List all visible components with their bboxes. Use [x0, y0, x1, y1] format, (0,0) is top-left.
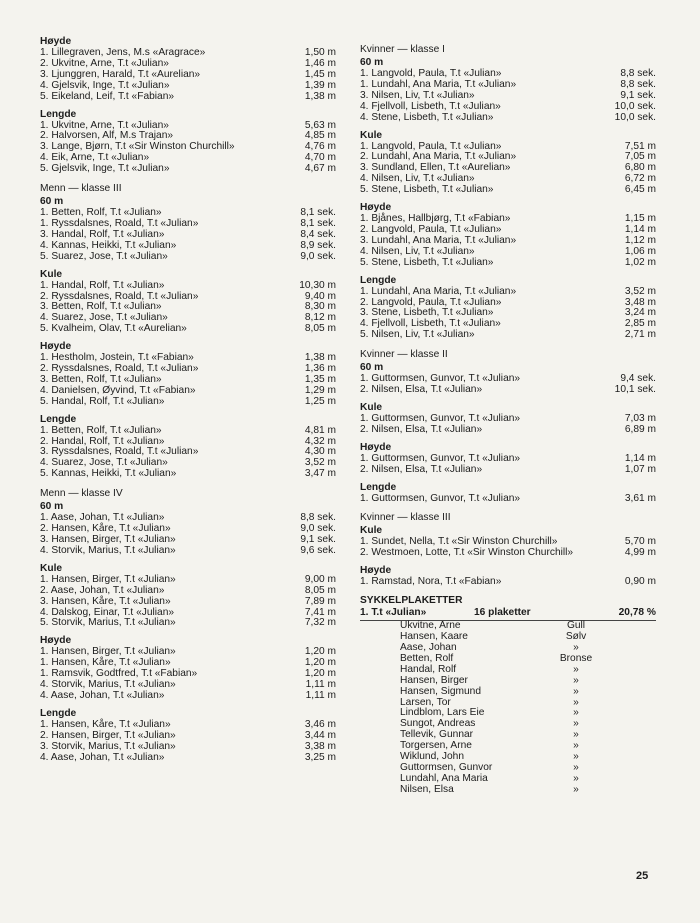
page-number: 25 — [636, 870, 649, 882]
result-name: 2. Handal, Rolf, T.t «Julian» — [40, 435, 165, 447]
result-row — [360, 330, 656, 341]
result-value: 4,81 m — [304, 424, 336, 436]
result-value: 3,52 m — [304, 457, 336, 469]
result-value: 7,51 m — [624, 140, 656, 152]
result-value: 3,47 m — [304, 468, 336, 480]
result-name: 1. Betten, Rolf, T.t «Julian» — [40, 207, 162, 219]
result-name: 1. Sundet, Nella, T.t «Sir Winston Churchill» — [360, 536, 558, 548]
section-title: Menn — klasse III — [40, 183, 122, 195]
result-value: 10,0 sek. — [614, 100, 656, 112]
event-heading: Lengde — [40, 108, 77, 120]
result-row — [360, 425, 656, 436]
result-name: 5. Nilsen, Liv, T.t «Julian» — [360, 329, 475, 341]
result-name: 1. Ukvitne, Arne, T.t «Julian» — [40, 119, 169, 131]
result-row — [40, 81, 336, 92]
result-row — [40, 324, 336, 335]
result-name: 4. Gjelsvik, Inge, T.t «Julian» — [40, 79, 170, 91]
plakett-name: Hansen, Sigmund — [400, 685, 481, 697]
result-value: 0,90 m — [624, 576, 656, 588]
result-name: 4. Storvik, Marius, T.t «Julian» — [40, 544, 176, 556]
plakett-name: Hansen, Birger — [400, 674, 468, 686]
result-value: 8,4 sek. — [300, 228, 336, 240]
result-name: 3. Lundahl, Ana Maria, T.t «Julian» — [360, 234, 517, 246]
event-heading: Høyde — [40, 635, 72, 647]
result-row — [40, 546, 336, 557]
result-value: 2,85 m — [624, 318, 656, 330]
plakett-medal: » — [573, 663, 579, 675]
result-value: 9,6 sek. — [300, 544, 336, 556]
result-value: 9,40 m — [304, 290, 336, 302]
result-value: 9,00 m — [304, 573, 336, 585]
result-name: 4. Aase, Johan, T.t «Julian» — [40, 689, 165, 701]
result-name: 1. Guttormsen, Gunvor, T.t «Julian» — [360, 452, 521, 464]
result-value: 9,1 sek. — [620, 89, 656, 101]
plakett-medal: » — [573, 740, 579, 752]
result-name: 4. Dalskog, Einar, T.t «Julian» — [40, 606, 175, 618]
event-heading: Kule — [40, 562, 63, 574]
result-value: 5,70 m — [624, 536, 656, 548]
result-row — [360, 113, 656, 124]
result-name: 3. Storvik, Marius, T.t «Julian» — [40, 740, 176, 752]
result-row — [40, 397, 336, 408]
result-name: 1. Handal, Rolf, T.t «Julian» — [40, 279, 165, 291]
result-value: 3,25 m — [304, 751, 336, 763]
event-heading: Høyde — [40, 341, 72, 353]
plakett-medal: » — [573, 751, 579, 763]
plakett-name: Betten, Rolf — [400, 652, 454, 664]
event-heading: Kule — [360, 401, 383, 413]
event-heading: Kule — [360, 129, 383, 141]
result-value: 8,9 sek. — [300, 239, 336, 251]
result-value: 6,72 m — [624, 173, 656, 185]
result-value: 7,32 m — [304, 617, 336, 629]
plaketter-count: 16 plaketter — [474, 607, 531, 619]
plakett-name: Handal, Rolf — [400, 663, 457, 675]
result-value: 4,99 m — [624, 547, 656, 559]
result-value: 1,15 m — [624, 213, 656, 225]
result-value: 8,8 sek. — [620, 68, 656, 79]
plakett-name: Guttormsen, Gunvor — [400, 761, 493, 773]
result-name: 1. Guttormsen, Gunvor, T.t «Julian» — [360, 492, 521, 504]
result-row — [40, 597, 336, 608]
result-value: 4,70 m — [304, 152, 336, 164]
result-name: 1. Guttormsen, Gunvor, T.t «Julian» — [360, 412, 521, 424]
result-name: 5. Kvalheim, Olav, T.t «Aurelian» — [40, 323, 187, 335]
event-heading: Kule — [360, 525, 383, 537]
result-name: 4. Danielsen, Øyvind, T.t «Fabian» — [40, 384, 196, 396]
result-value: 4,30 m — [304, 446, 336, 458]
result-value: 1,45 m — [304, 68, 336, 80]
result-value: 8,1 sek. — [300, 207, 336, 219]
result-name: 5. Stene, Lisbeth, T.t «Julian» — [360, 184, 494, 196]
result-value: 1,29 m — [304, 384, 336, 396]
result-value: 3,24 m — [624, 307, 656, 319]
result-value: 1,39 m — [304, 79, 336, 91]
result-value: 9,0 sek. — [300, 250, 336, 262]
right-column — [360, 36, 656, 796]
plakett-medal: » — [573, 729, 579, 741]
plakett-medal: » — [573, 696, 579, 708]
result-row — [360, 465, 656, 476]
result-name: 3. Lange, Bjørn, T.t «Sir Winston Churchill» — [40, 141, 235, 153]
result-value: 1,02 m — [624, 256, 656, 268]
event-heading: Høyde — [360, 565, 392, 577]
result-row — [360, 102, 656, 113]
result-name: 4. Suarez, Jose, T.t «Julian» — [40, 457, 168, 469]
result-name: 2. Langvold, Paula, T.t «Julian» — [360, 296, 502, 308]
result-value: 9,0 sek. — [300, 523, 336, 535]
plaketter-list — [360, 621, 656, 796]
result-value: 6,80 m — [624, 162, 656, 174]
plakett-medal: Sølv — [565, 631, 587, 643]
event-heading: Lengde — [40, 707, 77, 719]
result-name: 5. Storvik, Marius, T.t «Julian» — [40, 617, 176, 629]
plaketter-block — [360, 595, 656, 796]
result-name: 3. Ryssdalsnes, Roald, T.t «Julian» — [40, 446, 199, 458]
section-title: Menn — klasse IV — [40, 488, 123, 500]
result-value: 1,06 m — [624, 245, 656, 257]
plakett-medal: » — [573, 674, 579, 686]
plaketter-percent: 20,78 % — [618, 607, 656, 619]
result-name: 1. Hansen, Birger, T.t «Julian» — [40, 646, 176, 658]
result-value: 1,07 m — [624, 463, 656, 475]
result-row — [360, 577, 656, 588]
result-value: 1,20 m — [304, 657, 336, 669]
event-heading: Kule — [40, 268, 63, 280]
result-row — [360, 287, 656, 298]
result-value: 4,67 m — [304, 163, 336, 175]
event-heading: 60 m — [40, 196, 64, 208]
result-row — [40, 252, 336, 263]
result-name: 3. Stene, Lisbeth, T.t «Julian» — [360, 307, 494, 319]
result-name: 1. Lundahl, Ana Maria, T.t «Julian» — [360, 78, 517, 90]
result-value: 3,61 m — [624, 492, 656, 504]
result-name: 1. Hansen, Kåre, T.t «Julian» — [40, 718, 171, 730]
plakett-row — [360, 785, 656, 796]
result-name: 4. Suarez, Jose, T.t «Julian» — [40, 312, 168, 324]
result-name: 1. Lillegraven, Jens, M.s «Aragrace» — [40, 47, 206, 58]
result-row — [360, 548, 656, 559]
result-row — [40, 618, 336, 629]
result-name: 2. Langvold, Paula, T.t «Julian» — [360, 223, 502, 235]
result-name: 2. Ukvitne, Arne, T.t «Julian» — [40, 57, 169, 69]
event-heading: 60 m — [360, 362, 384, 374]
result-name: 4. Fjellvoll, Lisbeth, T.t «Julian» — [360, 318, 501, 330]
plakett-name: Torgersen, Arne — [400, 740, 472, 752]
plaketter-heading: SYKKELPLAKETTER — [360, 595, 463, 607]
event-heading: Høyde — [40, 36, 72, 47]
result-value: 8,05 m — [304, 584, 336, 596]
result-value: 1,20 m — [304, 668, 336, 680]
result-name: 3. Sundland, Ellen, T.t «Aurelian» — [360, 162, 511, 174]
result-name: 5. Suarez, Jose, T.t «Julian» — [40, 250, 168, 262]
result-name: 2. Hansen, Kåre, T.t «Julian» — [40, 523, 171, 535]
result-value: 1,38 m — [304, 352, 336, 364]
result-name: 3. Handal, Rolf, T.t «Julian» — [40, 228, 165, 240]
result-name: 5. Kannas, Heikki, T.t «Julian» — [40, 468, 177, 480]
result-row — [360, 185, 656, 196]
result-name: 1. Ramstad, Nora, T.t «Fabian» — [360, 576, 502, 588]
plakett-name: Wiklund, John — [400, 751, 464, 763]
result-name: 3. Hansen, Kåre, T.t «Julian» — [40, 595, 171, 607]
result-value: 8,12 m — [304, 312, 336, 324]
result-value: 10,0 sek. — [614, 111, 656, 123]
result-value: 7,05 m — [624, 151, 656, 163]
result-row — [40, 469, 336, 480]
plakett-row — [360, 687, 656, 698]
result-row — [360, 494, 656, 505]
event-heading: Lengde — [360, 274, 397, 286]
result-value: 2,71 m — [624, 329, 656, 341]
result-name: 1. Hansen, Birger, T.t «Julian» — [40, 573, 176, 585]
result-name: 4. Stene, Lisbeth, T.t «Julian» — [360, 111, 494, 123]
result-row — [360, 385, 656, 396]
event-heading: Høyde — [360, 202, 392, 214]
section-title: Kvinner — klasse I — [360, 44, 445, 55]
result-value: 7,03 m — [624, 412, 656, 424]
result-value: 8,30 m — [304, 301, 336, 313]
plakett-name: Lindblom, Lars Eie — [400, 707, 485, 719]
result-value: 3,52 m — [624, 285, 656, 297]
result-value: 1,38 m — [304, 90, 336, 102]
result-value: 9,4 sek. — [620, 373, 656, 385]
plakett-row — [360, 676, 656, 687]
result-value: 3,44 m — [304, 729, 336, 741]
result-value: 1,20 m — [304, 646, 336, 658]
result-value: 4,76 m — [304, 141, 336, 153]
result-row — [40, 753, 336, 764]
result-value: 1,35 m — [304, 373, 336, 385]
result-value: 8,8 sek. — [620, 78, 656, 90]
plaketter-summary — [360, 607, 656, 621]
plakett-medal: » — [573, 761, 579, 773]
result-name: 1. Ramsvik, Godtfred, T.t «Fabian» — [40, 668, 198, 680]
result-name: 4. Fjellvoll, Lisbeth, T.t «Julian» — [360, 100, 501, 112]
result-value: 1,11 m — [305, 679, 336, 691]
plakett-medal: Gull — [566, 620, 586, 632]
result-name: 4. Nilsen, Liv, T.t «Julian» — [360, 245, 475, 257]
result-row — [360, 258, 656, 269]
result-row — [40, 92, 336, 103]
result-value: 4,85 m — [304, 130, 336, 142]
plakett-name: Hansen, Kaare — [400, 631, 468, 643]
result-name: 2. Ryssdalsnes, Roald, T.t «Julian» — [40, 363, 199, 375]
section-title: Kvinner — klasse II — [360, 349, 448, 361]
result-value: 10,1 sek. — [614, 384, 656, 396]
result-name: 4. Aase, Johan, T.t «Julian» — [40, 751, 165, 763]
result-name: 2. Halvorsen, Alf, M.s Trajan» — [40, 130, 174, 142]
right-sections — [360, 44, 656, 588]
plakett-medal: » — [573, 772, 579, 784]
result-name: 2. Lundahl, Ana Maria, T.t «Julian» — [360, 151, 517, 163]
event-heading: 60 m — [40, 501, 64, 513]
result-name: 1. Langvold, Paula, T.t «Julian» — [360, 140, 502, 152]
result-name: 2. Nilsen, Elsa, T.t «Julian» — [360, 463, 483, 475]
result-value: 3,48 m — [624, 296, 656, 308]
result-name: 3. Nilsen, Liv, T.t «Julian» — [360, 89, 475, 101]
result-name: 2. Nilsen, Elsa, T.t «Julian» — [360, 384, 483, 396]
result-row — [40, 164, 336, 175]
result-value: 6,89 m — [624, 423, 656, 435]
result-name: 4. Kannas, Heikki, T.t «Julian» — [40, 239, 177, 251]
result-name: 2. Ryssdalsnes, Roald, T.t «Julian» — [40, 290, 199, 302]
result-value: 1,50 m — [304, 47, 336, 58]
event-heading: 60 m — [360, 57, 384, 68]
result-value: 6,45 m — [624, 184, 656, 196]
result-value: 1,14 m — [624, 223, 656, 235]
result-name: 3. Betten, Rolf, T.t «Julian» — [40, 373, 162, 385]
result-name: 1. Hestholm, Jostein, T.t «Fabian» — [40, 352, 194, 364]
plakett-medal: » — [573, 707, 579, 719]
result-value: 1,12 m — [624, 234, 656, 246]
result-value: 3,46 m — [304, 718, 336, 730]
result-name: 4. Eik, Arne, T.t «Julian» — [40, 152, 150, 164]
plakett-medal: » — [573, 685, 579, 697]
result-row — [40, 426, 336, 437]
result-row — [40, 742, 336, 753]
result-row — [40, 586, 336, 597]
result-name: 5. Eikeland, Leif, T.t «Fabian» — [40, 90, 175, 102]
result-row — [40, 281, 336, 292]
result-value: 4,32 m — [304, 435, 336, 447]
result-name: 1. Langvold, Paula, T.t «Julian» — [360, 68, 502, 79]
result-name: 1. Ryssdalsnes, Roald, T.t «Julian» — [40, 217, 199, 229]
result-name: 1. Bjånes, Hallbjørg, T.t «Fabian» — [360, 213, 511, 225]
result-name: 5. Gjelsvik, Inge, T.t «Julian» — [40, 163, 170, 175]
result-value: 8,05 m — [304, 323, 336, 335]
result-name: 2. Aase, Johan, T.t «Julian» — [40, 584, 165, 596]
plakett-medal: » — [573, 642, 579, 653]
plakett-name: Ukvitne, Arne — [400, 620, 461, 632]
result-name: 1. Guttormsen, Gunvor, T.t «Julian» — [360, 373, 521, 385]
plakett-medal: » — [573, 783, 579, 795]
result-name: 4. Nilsen, Liv, T.t «Julian» — [360, 173, 475, 185]
event-heading: Høyde — [360, 441, 392, 453]
event-heading: Lengde — [360, 481, 397, 493]
plakett-name: Lundahl, Ana Maria — [400, 772, 488, 784]
plaketter-ship: 1. T.t «Julian» — [360, 607, 427, 619]
plakett-name: Aase, Johan — [400, 642, 457, 653]
plakett-medal: Bronse — [559, 652, 593, 664]
result-value: 7,89 m — [304, 595, 336, 607]
result-value: 1,11 m — [305, 689, 336, 701]
result-value: 5,63 m — [304, 119, 336, 131]
result-name: 4. Storvik, Marius, T.t «Julian» — [40, 679, 176, 691]
plakett-name: Nilsen, Elsa — [400, 783, 454, 795]
plakett-medal: » — [573, 718, 579, 730]
plakett-name: Larsen, Tor — [400, 696, 451, 708]
section-title: Kvinner — klasse III — [360, 512, 451, 524]
result-value: 1,46 m — [304, 57, 336, 69]
result-name: 1. Betten, Rolf, T.t «Julian» — [40, 424, 162, 436]
result-name: 1. Hansen, Kåre, T.t «Julian» — [40, 657, 171, 669]
result-name: 2. Hansen, Birger, T.t «Julian» — [40, 729, 176, 741]
result-name: 3. Ljunggren, Harald, T.t «Aurelian» — [40, 68, 201, 80]
result-name: 1. Lundahl, Ana Maria, T.t «Julian» — [360, 285, 517, 297]
result-value: 8,8 sek. — [300, 512, 336, 524]
result-value: 1,25 m — [304, 395, 336, 407]
plakett-name: Sungot, Andreas — [400, 718, 476, 730]
result-name: 5. Handal, Rolf, T.t «Julian» — [40, 395, 165, 407]
result-value: 3,38 m — [304, 740, 336, 752]
result-name: 3. Hansen, Birger, T.t «Julian» — [40, 534, 176, 545]
result-row — [40, 691, 336, 702]
result-value: 1,14 m — [624, 452, 656, 464]
plakett-name: Tellevik, Gunnar — [400, 729, 474, 741]
result-name: 5. Stene, Lisbeth, T.t «Julian» — [360, 256, 494, 268]
result-name: 2. Westmoen, Lotte, T.t «Sir Winston Churchill» — [360, 547, 574, 559]
result-value: 9,1 sek. — [300, 534, 336, 545]
result-name: 1. Aase, Johan, T.t «Julian» — [40, 512, 165, 524]
result-name: 3. Betten, Rolf, T.t «Julian» — [40, 301, 162, 313]
left-column — [40, 36, 336, 764]
event-heading: Lengde — [40, 413, 77, 425]
result-name: 2. Nilsen, Elsa, T.t «Julian» — [360, 423, 483, 435]
result-value: 1,36 m — [304, 363, 336, 375]
result-value: 10,30 m — [299, 279, 336, 291]
result-value: 8,1 sek. — [300, 217, 336, 229]
result-value: 7,41 m — [304, 606, 336, 618]
